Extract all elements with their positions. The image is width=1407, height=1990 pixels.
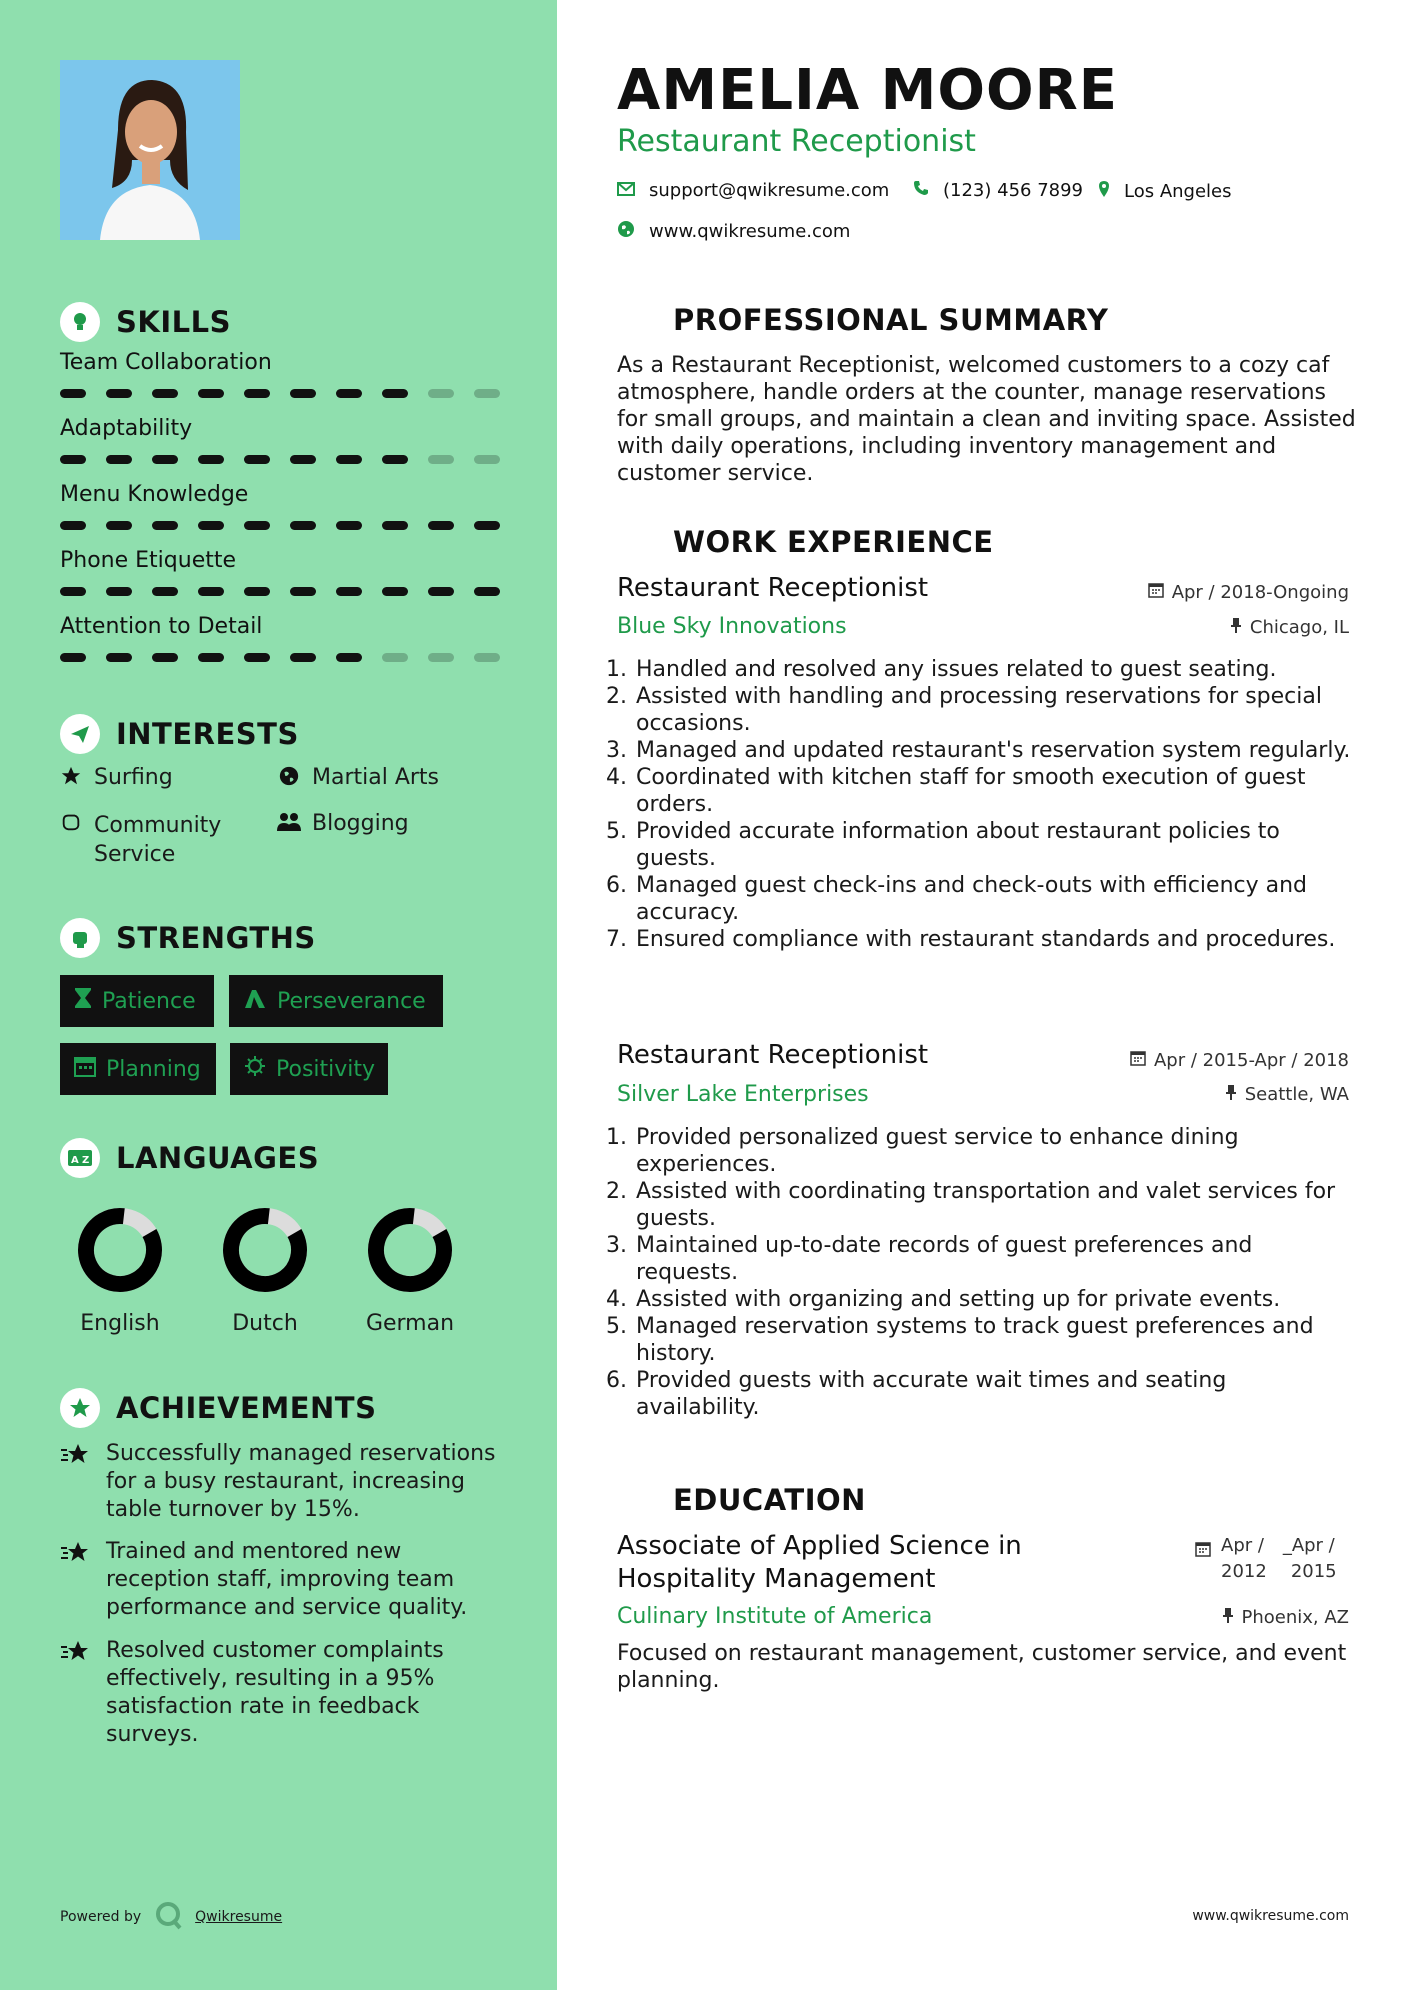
bullet-list <box>612 656 1352 953</box>
language-item <box>350 1205 470 1336</box>
achievement-item: Trained and mentored new reception staff, improving team performance and service quality. <box>60 1538 500 1622</box>
skill-level-dash <box>336 653 362 662</box>
user-icon <box>617 300 657 340</box>
pin-icon <box>1225 1084 1237 1105</box>
skill-level-dash <box>198 587 224 596</box>
skill-item <box>60 614 500 662</box>
skill-item <box>60 350 500 398</box>
language-item <box>205 1205 325 1336</box>
bullet-list <box>612 1124 1352 1421</box>
skill-level-dash <box>244 455 270 464</box>
interest-item: Martial Arts <box>276 765 439 790</box>
candidate-name: AMELIA MOORE <box>617 58 1118 123</box>
contact-website[interactable]: www.qwikresume.com <box>617 220 850 243</box>
language-name: English <box>80 1311 160 1336</box>
skill-level-dash <box>152 587 178 596</box>
calendar-icon <box>74 1055 96 1083</box>
skill-level-dash <box>336 587 362 596</box>
skill-level-dash <box>106 455 132 464</box>
skill-level-dash <box>106 389 132 398</box>
skill-level-dash <box>60 389 86 398</box>
skill-item <box>60 482 500 530</box>
language-ring-fill <box>365 1205 455 1295</box>
job-bullet: 7. Ensured compliance with restaurant standards and procedures. <box>634 926 1352 953</box>
skill-level-dash <box>428 521 454 530</box>
degree-title: Associate of Applied Science in Hospitality Management <box>617 1531 1022 1594</box>
badge-star-icon <box>60 1388 100 1428</box>
calendar-icon <box>1148 582 1164 603</box>
phone-icon <box>913 180 929 201</box>
language-ring-fill <box>220 1205 310 1295</box>
trophy-star-icon <box>60 1637 94 1749</box>
language-name: Dutch <box>232 1311 298 1336</box>
job-bullets <box>612 1124 1352 1421</box>
fist-icon <box>60 918 100 958</box>
skill-level-dash <box>152 389 178 398</box>
skill-level-dash <box>474 389 500 398</box>
skill-name: Team Collaboration <box>60 350 272 375</box>
paper-plane-icon <box>60 714 100 754</box>
job-bullets <box>612 656 1352 953</box>
skill-level-dash <box>290 587 316 596</box>
skill-item <box>60 548 500 596</box>
skill-level-dash <box>60 455 86 464</box>
skill-level-dash <box>428 389 454 398</box>
calendar-icon <box>1195 1533 1211 1565</box>
skill-level-dash <box>428 587 454 596</box>
job-bullet: 1. Provided personalized guest service to enhance dining experiences. <box>634 1124 1352 1178</box>
map-pin-icon <box>1098 180 1110 203</box>
svg-text:A: A <box>71 1155 79 1166</box>
language-level-ring <box>75 1205 165 1295</box>
job-bullet: 3. Managed and updated restaurant's reservation system regularly. <box>634 737 1352 764</box>
job-date: Apr / 2015-Apr / 2018 <box>1130 1050 1349 1071</box>
skill-level-dash <box>474 521 500 530</box>
skill-level-dash <box>152 521 178 530</box>
skill-level-dash <box>474 653 500 662</box>
strength-tag: Planning <box>60 1043 216 1095</box>
skill-level-dash <box>474 455 500 464</box>
skill-level-dash <box>290 653 316 662</box>
skill-level-dash <box>152 455 178 464</box>
graduate-icon <box>617 1480 657 1520</box>
education-heading: EDUCATION <box>617 1480 866 1520</box>
interest-item: Community Service <box>58 811 258 869</box>
skill-name: Menu Knowledge <box>60 482 249 507</box>
qwikresume-logo-icon <box>153 1900 183 1934</box>
job-bullet: 1. Handled and resolved any issues related to guest seating. <box>634 656 1352 683</box>
strength-tag: Positivity <box>230 1043 388 1095</box>
envelope-icon <box>617 180 635 201</box>
job-date: Apr / 2018-Ongoing <box>1148 582 1349 603</box>
skill-level-dash <box>106 587 132 596</box>
work-heading: WORK EXPERIENCE <box>617 522 994 562</box>
job-bullet: 4. Coordinated with kitchen staff for smooth execution of guest orders. <box>634 764 1352 818</box>
job-bullet: 6. Managed guest check-ins and check-outs with efficiency and accuracy. <box>634 872 1352 926</box>
language-name: German <box>365 1311 455 1336</box>
globe-icon <box>617 220 635 243</box>
summary-heading: PROFESSIONAL SUMMARY <box>617 300 1108 340</box>
calendar-icon <box>1130 1050 1146 1071</box>
job-location: Chicago, IL <box>1230 617 1349 638</box>
skill-level-dash <box>428 455 454 464</box>
svg-text:Z: Z <box>82 1155 90 1166</box>
powered-by: Powered by Qwikresume <box>60 1900 282 1934</box>
contact-phone[interactable]: (123) 456 7899 <box>913 180 1083 201</box>
skill-level-bar <box>60 653 500 662</box>
lightbulb-icon <box>60 302 100 342</box>
education-date: Apr / 2012 _Apr / 2015 <box>1195 1533 1337 1585</box>
skill-level-bar <box>60 521 500 530</box>
profile-photo <box>60 60 240 240</box>
job-bullet: 2. Assisted with handling and processing reservations for special occasions. <box>634 683 1352 737</box>
briefcase-icon <box>617 522 657 562</box>
skill-name: Phone Etiquette <box>60 548 237 573</box>
education-location: Phoenix, AZ <box>1222 1607 1350 1628</box>
skill-item <box>60 416 500 464</box>
skill-level-dash <box>290 521 316 530</box>
pin-icon <box>1230 617 1242 638</box>
strength-tag: Perseverance <box>229 975 443 1027</box>
achievements-heading: ACHIEVEMENTS <box>60 1388 376 1428</box>
achievement-item: Successfully managed reservations for a busy restaurant, increasing table turnover by 15%. <box>60 1440 500 1524</box>
skill-level-dash <box>336 521 362 530</box>
pin-icon <box>1222 1607 1234 1628</box>
interest-item: Blogging <box>276 811 409 836</box>
skill-level-dash <box>382 389 408 398</box>
skill-level-dash <box>244 521 270 530</box>
job-title: Restaurant Receptionist <box>617 573 929 603</box>
skill-level-dash <box>382 521 408 530</box>
skill-level-dash <box>198 653 224 662</box>
job-bullet: 5. Managed reservation systems to track guest preferences and history. <box>634 1313 1352 1367</box>
contact-location: Los Angeles <box>1098 180 1232 203</box>
skill-level-dash <box>290 455 316 464</box>
language-level-ring <box>220 1205 310 1295</box>
skill-level-dash <box>244 653 270 662</box>
skill-level-bar <box>60 587 500 596</box>
skill-level-dash <box>290 389 316 398</box>
qwikresume-link[interactable]: Qwikresume <box>195 1909 283 1925</box>
skill-level-bar <box>60 389 500 398</box>
skill-level-dash <box>474 587 500 596</box>
strength-tag: Patience <box>60 975 214 1027</box>
languages-heading: A Z LANGUAGES <box>60 1138 319 1178</box>
hand-icon <box>58 811 84 869</box>
skill-level-dash <box>152 653 178 662</box>
skill-level-dash <box>198 521 224 530</box>
translate-icon <box>60 1138 100 1178</box>
company-name: Blue Sky Innovations <box>617 614 847 639</box>
skill-level-dash <box>428 653 454 662</box>
trophy-star-icon <box>60 1440 94 1524</box>
job-bullet: 3. Maintained up-to-date records of guest preferences and requests. <box>634 1232 1352 1286</box>
skill-level-dash <box>106 521 132 530</box>
job-bullet: 4. Assisted with organizing and setting up for private events. <box>634 1286 1352 1313</box>
company-name: Silver Lake Enterprises <box>617 1082 869 1107</box>
skill-level-dash <box>244 389 270 398</box>
skill-level-dash <box>198 455 224 464</box>
users-icon <box>276 811 302 836</box>
job-bullet: 2. Assisted with coordinating transportation and valet services for guests. <box>634 1178 1352 1232</box>
language-ring-fill <box>75 1205 165 1295</box>
strengths-heading: STRENGTHS <box>60 918 316 958</box>
candidate-role: Restaurant Receptionist <box>617 124 976 159</box>
skill-level-dash <box>106 653 132 662</box>
skills-heading: SKILLS <box>60 302 231 342</box>
interests-heading: INTERESTS <box>60 714 299 754</box>
contact-email[interactable]: support@qwikresume.com <box>617 180 889 201</box>
achievement-item: Resolved customer complaints effectively, resulting in a 95% satisfaction rate in feedback surveys. <box>60 1637 500 1749</box>
skill-name: Adaptability <box>60 416 193 441</box>
skill-level-dash <box>382 653 408 662</box>
job-bullet: 5. Provided accurate information about restaurant policies to guests. <box>634 818 1352 872</box>
footer-website[interactable]: www.qwikresume.com <box>1192 1908 1349 1924</box>
sun-icon <box>244 1055 266 1083</box>
job-title: Restaurant Receptionist <box>617 1040 929 1070</box>
summary-text: As a Restaurant Receptionist, welcomed customers to a cozy caf atmosphere, handle orders at the counter, manage reservations for small groups, and maintain a clean and inviting space. Assisted with daily operations, including inventory management and customer service. <box>617 353 1356 486</box>
job-bullet: 6. Provided guests with accurate wait times and seating availability. <box>634 1367 1352 1421</box>
globe-icon <box>276 765 302 790</box>
skill-level-dash <box>382 587 408 596</box>
star-icon <box>58 765 84 790</box>
skill-level-dash <box>336 389 362 398</box>
skill-level-dash <box>198 389 224 398</box>
skill-level-dash <box>60 521 86 530</box>
language-item <box>60 1205 180 1336</box>
skill-level-dash <box>382 455 408 464</box>
skill-level-dash <box>60 587 86 596</box>
skill-level-bar <box>60 455 500 464</box>
climber-icon <box>243 987 267 1015</box>
hourglass-icon <box>74 987 92 1015</box>
language-level-ring <box>365 1205 455 1295</box>
job-location: Seattle, WA <box>1225 1084 1349 1105</box>
skill-name: Attention to Detail <box>60 614 263 639</box>
skill-level-dash <box>60 653 86 662</box>
education-description: Focused on restaurant management, customer service, and event planning. <box>617 1641 1347 1693</box>
trophy-star-icon <box>60 1538 94 1622</box>
interest-item: Surfing <box>58 765 173 790</box>
skill-level-dash <box>336 455 362 464</box>
skill-level-dash <box>244 587 270 596</box>
school-name: Culinary Institute of America <box>617 1604 933 1629</box>
